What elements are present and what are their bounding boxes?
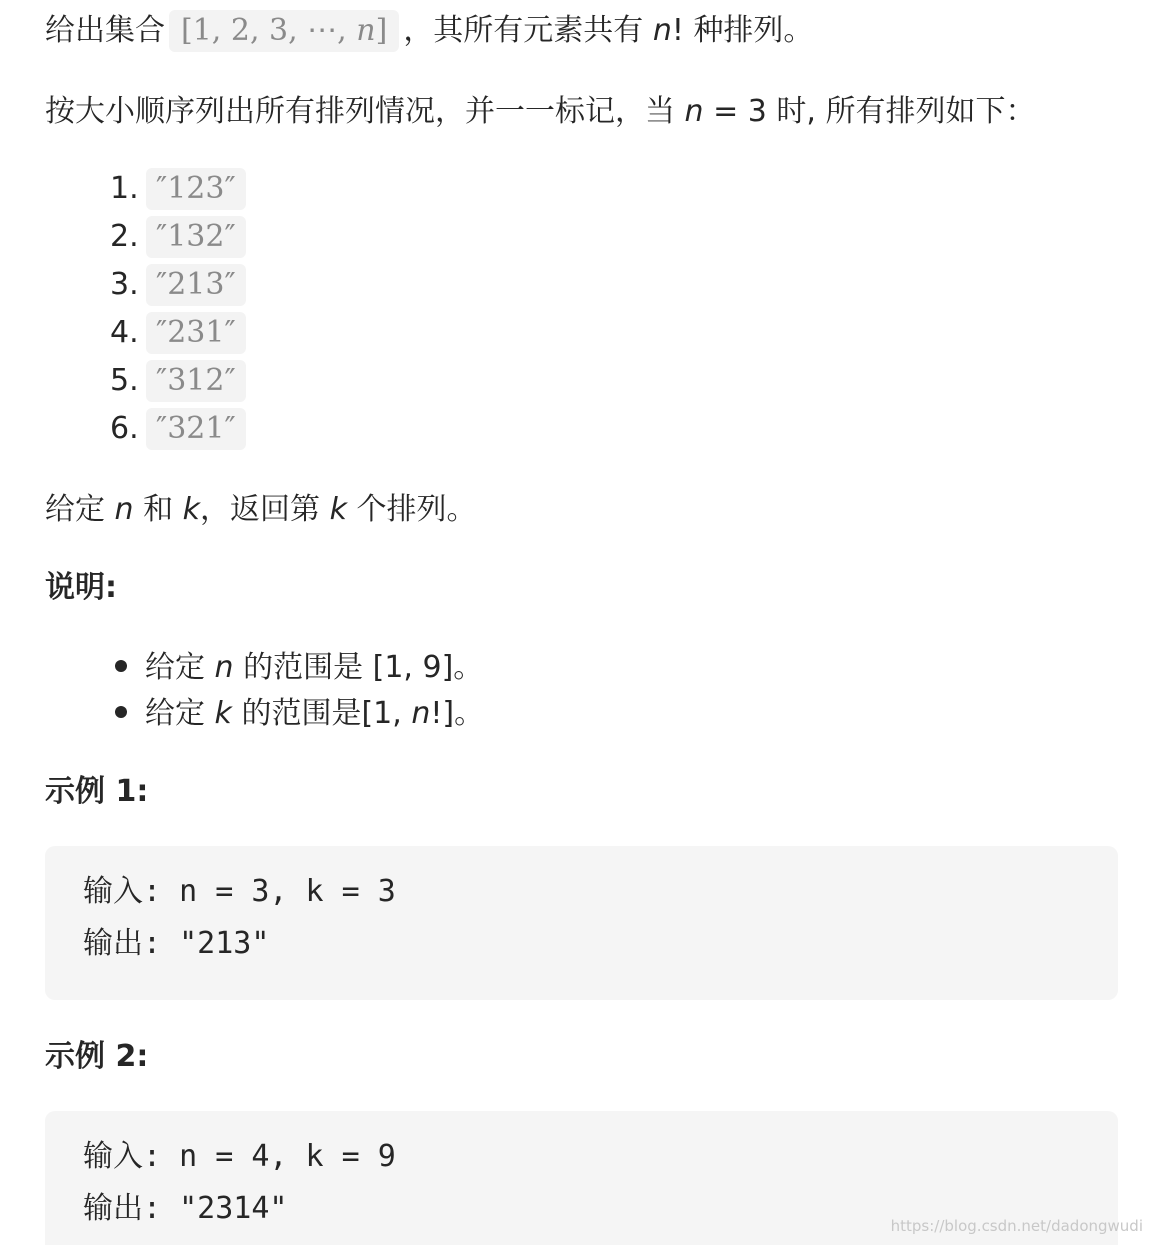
permutation-value: ″213″ bbox=[146, 264, 246, 306]
example-1-heading: 示例 1: bbox=[45, 774, 149, 809]
bullet-dot-icon bbox=[115, 660, 127, 672]
example-1-input: 输入: n = 3, k = 3 bbox=[83, 874, 396, 909]
note-var-k: k bbox=[214, 696, 232, 731]
set-notation-n: n bbox=[356, 13, 376, 48]
order-mid: = 3 时, 所有排列如下： bbox=[703, 94, 1036, 129]
permutation-value: ″132″ bbox=[146, 216, 246, 258]
note-item-2 bbox=[115, 694, 484, 734]
task-var-k: k bbox=[329, 492, 347, 527]
bullet-dot-icon bbox=[115, 706, 127, 718]
intro-var-n: n bbox=[652, 13, 672, 48]
permutation-item-6 bbox=[110, 408, 246, 450]
task-text: 个排列。 bbox=[346, 492, 477, 527]
note-text: !]。 bbox=[430, 696, 485, 731]
note-item-1 bbox=[115, 648, 483, 688]
example-1-output: 输出: "213" bbox=[83, 926, 270, 961]
permutation-item-3 bbox=[110, 264, 246, 306]
example-2-input: 输入: n = 4, k = 9 bbox=[83, 1139, 396, 1174]
intro-suffix: ! 种排列。 bbox=[671, 13, 814, 48]
note-var-n: n bbox=[411, 696, 431, 731]
note-text: 的范围是 [1, 9]。 bbox=[233, 650, 484, 685]
note-text: 给定 bbox=[145, 650, 215, 685]
list-number: 2. bbox=[110, 219, 139, 254]
intro-paragraph bbox=[45, 10, 813, 52]
permutation-item-2 bbox=[110, 216, 246, 258]
list-number: 4. bbox=[110, 315, 139, 350]
example-2-output: 输出: "2314" bbox=[83, 1191, 288, 1226]
list-number: 1. bbox=[110, 171, 139, 206]
list-number: 6. bbox=[110, 411, 139, 446]
permutation-value: ″231″ bbox=[146, 312, 246, 354]
task-text: ，返回第 bbox=[200, 492, 330, 527]
example-1-code-block bbox=[45, 846, 1118, 1000]
set-notation-end: ] bbox=[375, 13, 388, 48]
permutation-item-1 bbox=[110, 168, 246, 210]
list-number: 3. bbox=[110, 267, 139, 302]
example-2-heading: 示例 2: bbox=[45, 1039, 149, 1074]
task-var-k: k bbox=[182, 492, 201, 527]
order-paragraph bbox=[45, 92, 1035, 132]
note-heading: 说明: bbox=[45, 570, 117, 605]
set-notation-start: [1, 2, 3, ⋯, bbox=[181, 13, 357, 48]
intro-mid: ，其所有元素共有 bbox=[403, 13, 653, 48]
task-text: 和 bbox=[133, 492, 183, 527]
order-prefix: 按大小顺序列出所有排列情况，并一一标记，当 bbox=[45, 94, 685, 129]
intro-prefix: 给出集合 bbox=[45, 13, 165, 48]
permutation-item-4 bbox=[110, 312, 246, 354]
note-text: 给定 bbox=[145, 696, 215, 731]
permutation-value: ″312″ bbox=[146, 360, 246, 402]
watermark: https://blog.csdn.net/dadongwudi bbox=[890, 1217, 1143, 1235]
note-text: 的范围是[1, bbox=[231, 696, 412, 731]
permutation-value: ″321″ bbox=[146, 408, 246, 450]
task-text: 给定 bbox=[45, 492, 115, 527]
task-var-n: n bbox=[114, 492, 134, 527]
note-var-n: n bbox=[214, 650, 234, 685]
set-notation bbox=[169, 10, 399, 52]
list-number: 5. bbox=[110, 363, 139, 398]
permutation-item-5 bbox=[110, 360, 246, 402]
order-var-n: n bbox=[684, 94, 704, 129]
permutation-value: ″123″ bbox=[146, 168, 246, 210]
task-paragraph bbox=[45, 490, 476, 530]
